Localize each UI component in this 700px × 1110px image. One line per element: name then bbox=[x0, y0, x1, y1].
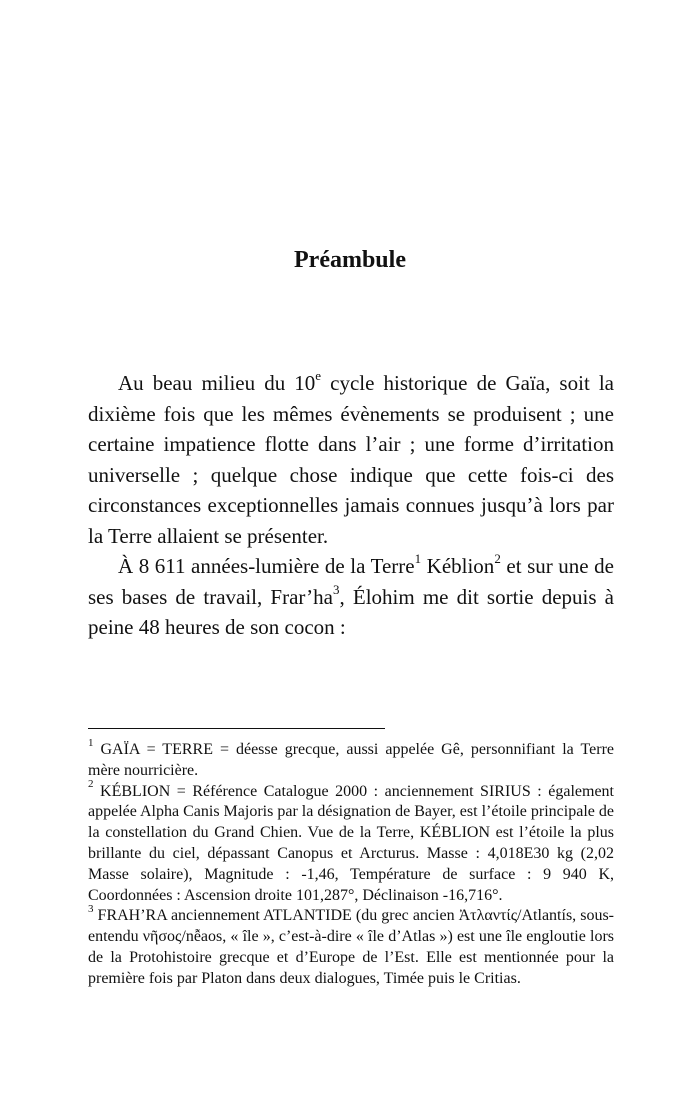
footnote-text: FRAH’RA anciennement ATLANTIDE (du grec ancien Ἀτλαντίς/Atlantís, sous-entendu νῆσος/nễaos, « île », c’est-à-dire « île d’Atlas ») est une île engloutie lors de la Protohistoire grecque et d’Europe de l’Est. Elle est mentionnée pour la première fois par Platon dans deux dialogues, Timée puis le Critias. bbox=[88, 907, 614, 987]
paragraph-2-text-d: , Élohim me dit sortie depuis à peine 48 heures de son cocon : bbox=[88, 584, 614, 639]
paragraph-1-text-a: Au beau milieu du 10 bbox=[118, 371, 316, 395]
footnote-3 bbox=[88, 903, 614, 989]
paragraph-2-text-b: Kéblion bbox=[421, 554, 495, 578]
paragraph-2-text-a: À 8 611 années-lumière de la Terre bbox=[118, 554, 415, 578]
footnote-ref-1[interactable]: 1 bbox=[414, 551, 422, 566]
footnote-separator bbox=[88, 728, 385, 729]
ordinal-superscript: e bbox=[315, 368, 322, 383]
paragraph-2-text-c: et sur une de ses bases de travail, Frar’ha bbox=[88, 554, 615, 609]
footnote-number: 2 bbox=[88, 778, 94, 791]
footnote-text: GAÏA = TERRE = déesse grecque, aussi appelée Gê, personnifiant la Terre mère nourricière. bbox=[88, 741, 614, 779]
footnote-1 bbox=[88, 736, 614, 782]
paragraph-2 bbox=[88, 551, 614, 643]
footnote-text: KÉBLION = Référence Catalogue 2000 : anciennement SIRIUS : également appelée Alpha Canis Majoris par la désignation de Bayer, est l’étoile principale de la constellation du Grand Chien. Vue de la Terre, KÉBLION est l’étoile la plus brillante du ciel, dépassant Canopus et Arcturus. Masse : 4,018E30 kg (2,02 Masse solaire), Magnitude : -1,46, Température de surface : 9 940 K, Coordonnées : Ascension droite 101,287°, Déclinaison -16,716°. bbox=[88, 782, 614, 904]
body-text bbox=[88, 368, 614, 643]
footnote-ref-3[interactable]: 3 bbox=[332, 581, 340, 597]
chapter-title: Préambule bbox=[294, 247, 406, 273]
paragraph-1 bbox=[88, 368, 614, 551]
footnote-ref-2[interactable]: 2 bbox=[494, 551, 501, 566]
footnote-number: 1 bbox=[88, 736, 94, 749]
footnote-2 bbox=[88, 778, 614, 907]
footnotes bbox=[88, 736, 614, 990]
paragraph-1-text-b: cycle historique de Gaïa, soit la dixième fois que les mêmes évènements se produisent ; une certaine impatience flotte dans l’air ; une forme d’irritation universelle ; quelque chose indique que cette fois-ci des circonstances exceptionnelles jamais connues jusqu’à lors par la Terre allaient se présenter. bbox=[88, 371, 615, 548]
footnote-number: 3 bbox=[88, 903, 94, 916]
